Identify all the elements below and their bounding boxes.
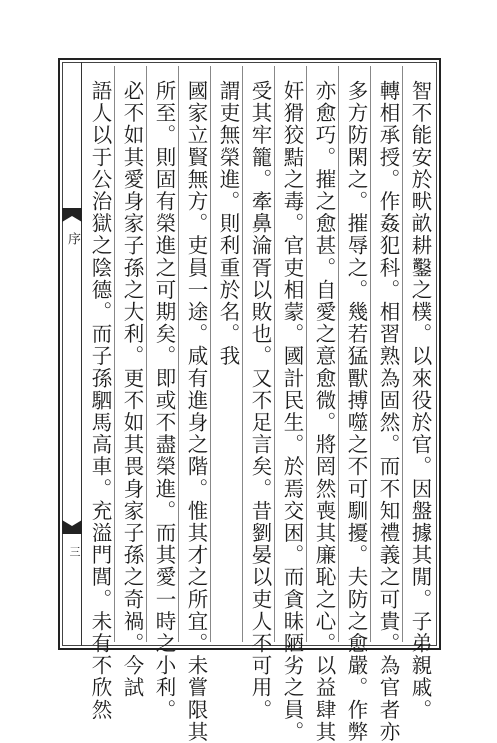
column-rule [242,66,243,642]
column-rule [338,66,339,642]
column-rule [306,66,307,642]
text-column-11: 語人以于公治獄之陰德。而子孫駟馬高車。充溢門閭。未有不欣然 [88,80,112,721]
text-column-4: 亦愈巧。摧之愈甚。自愛之意愈微。將罔然喪其廉恥之心。以益肆其 [312,80,336,743]
gutter-section-title: 序 [65,232,80,245]
column-rule [146,66,147,642]
gutter-page-number: 三 [68,546,81,557]
column-rule [114,66,115,642]
fish-tail-mark-top [62,208,82,222]
text-column-3: 多方防閑之。摧辱之。幾若猛獸搏噬之不可馴擾。夫防之愈嚴。作弊 [344,80,368,743]
text-column-2: 轉相承授。作姦犯科。相習熟為固然。而不知禮義之可貴。為官者亦 [376,80,400,743]
center-gutter [62,62,82,646]
column-rule [274,66,275,642]
column-rule [370,66,371,642]
text-column-7: 謂吏無榮進。則利重於名。我 [216,80,240,368]
main-text-area [86,66,436,743]
text-column-6: 受其牢籠。牽鼻淪胥以敗也。又不足言矣。昔劉晏以吏人不可用。 [248,80,272,721]
column-rule [210,66,211,642]
text-column-9: 所至。則固有榮進之可期矣。即或不盡榮進。而其愛一時之小利。 [152,80,176,721]
fish-tail-mark-bottom [62,520,82,534]
column-rule [402,66,403,642]
text-column-1: 智不能安於畎畝耕鑿之樸。以來役於官。因盤據其閒。子弟親戚。 [408,80,432,721]
text-column-8: 國家立賢無方。吏員一途。咸有進身之階。惟其才之所宜。未嘗限其 [184,80,208,743]
text-column-10: 必不如其愛身家子孫之大利。更不如其畏身家子孫之奇禍。今試 [120,80,144,699]
column-rule [178,66,179,642]
text-column-5: 奸猾狡黠之毒。官吏相蒙。國計民生。於焉交困。而貪昧陋劣之員。 [280,80,304,743]
